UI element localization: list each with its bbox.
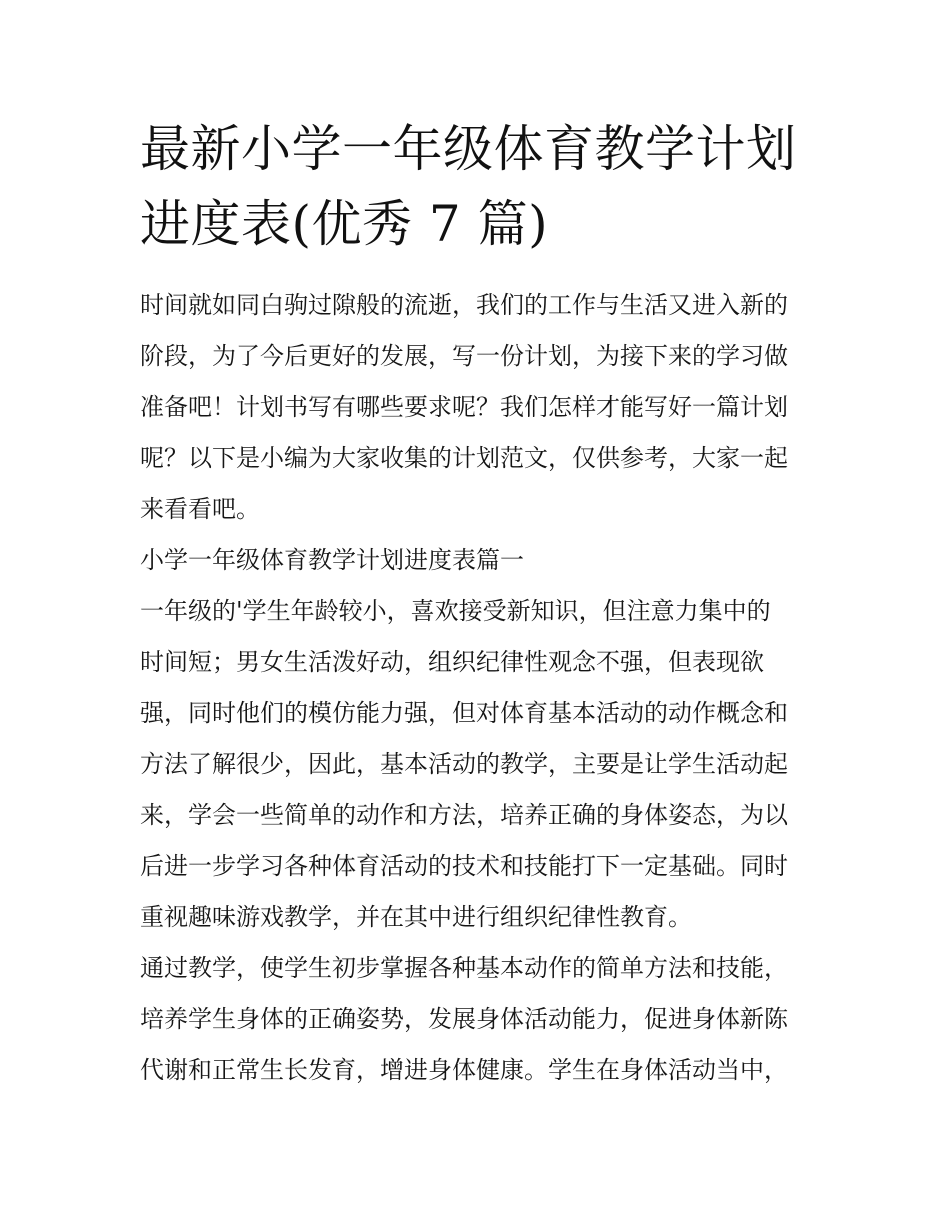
text-line: 一年级的'学生年龄较小，喜欢接受新知识，但注意力集中的 <box>140 597 771 625</box>
body-paragraph-2 <box>140 943 812 1096</box>
text-line: 呢？以下是小编为大家收集的计划范文，仅供参考，大家一起 <box>140 444 788 472</box>
text-line: 后进一步学习各种体育活动的技术和技能打下一定基础。同时 <box>140 852 788 880</box>
text-line: 阶段，为了今后更好的发展，写一份计划，为接下来的学习做 <box>140 342 788 370</box>
section-heading-text: 小学一年级体育教学计划进度表篇一 <box>140 546 524 574</box>
text-line: 来，学会一些简单的动作和方法，培养正确的身体姿态，为以 <box>140 801 788 829</box>
text-line: 时间就如同白驹过隙般的流逝，我们的工作与生活又进入新的 <box>140 291 788 319</box>
text-line: 强，同时他们的模仿能力强，但对体育基本活动的动作概念和 <box>140 699 788 727</box>
text-line: 准备吧！计划书写有哪些要求呢？我们怎样才能写好一篇计划 <box>140 393 788 421</box>
document-body <box>140 280 812 1096</box>
text-line: 重视趣味游戏教学，并在其中进行组织纪律性教育。 <box>140 903 692 931</box>
text-line: 代谢和正常生长发育，增进身体健康。学生在身体活动当中， <box>140 1056 788 1084</box>
section-heading <box>140 535 812 586</box>
text-line: 培养学生身体的正确姿势，发展身体活动能力，促进身体新陈 <box>140 1005 788 1033</box>
text-line: 通过教学，使学生初步掌握各种基本动作的简单方法和技能， <box>140 954 788 982</box>
intro-paragraph <box>140 280 812 535</box>
document-title <box>140 112 812 262</box>
document-content <box>140 112 812 1096</box>
title-line: 最新小学一年级体育教学计划 <box>140 120 797 178</box>
text-line: 来看看吧。 <box>140 495 260 523</box>
body-paragraph-1 <box>140 586 812 943</box>
text-line: 时间短；男女生活泼好动，组织纪律性观念不强，但表现欲 <box>140 648 764 676</box>
text-line: 方法了解很少，因此，基本活动的教学，主要是让学生活动起 <box>140 750 788 778</box>
title-line: 进度表(优秀 7 篇) <box>140 195 549 253</box>
